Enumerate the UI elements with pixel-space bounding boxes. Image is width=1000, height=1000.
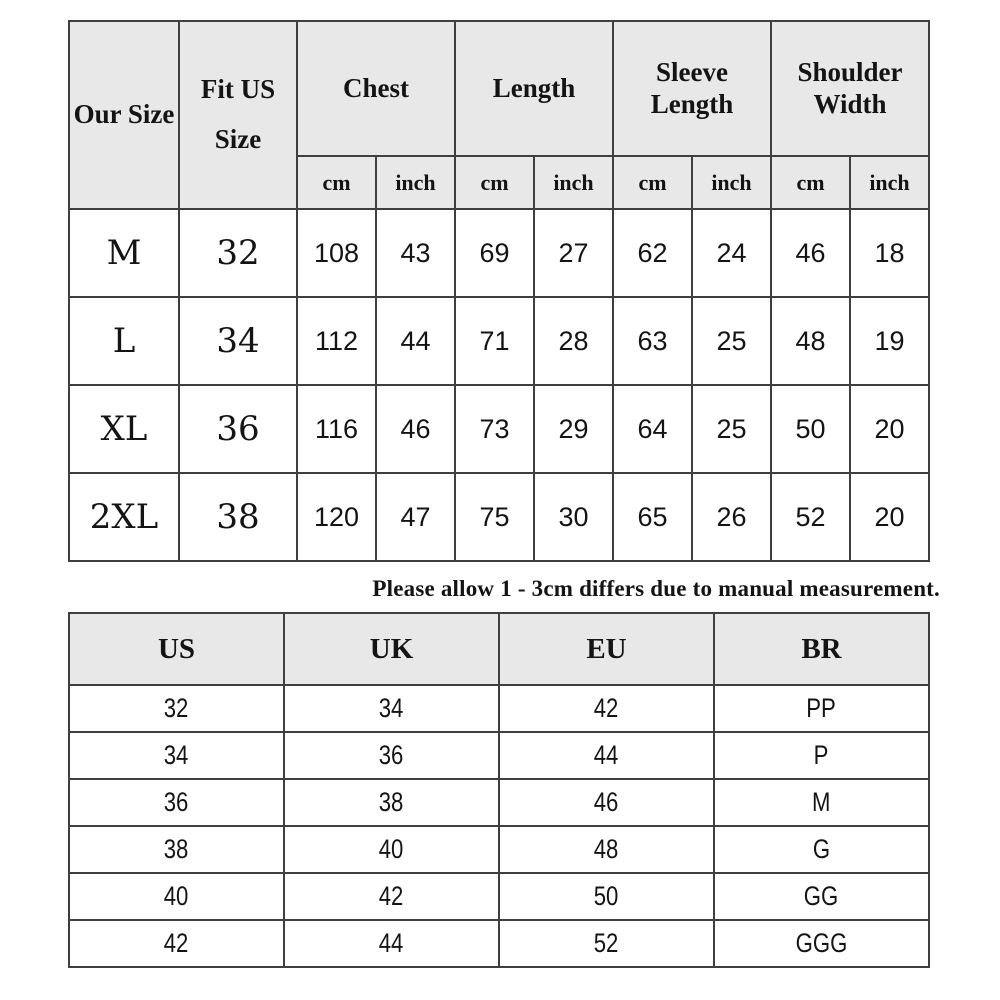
measurement-cell: 50 <box>771 385 850 473</box>
measurement-cell: 28 <box>534 297 613 385</box>
unit-header-shoulder-width-cm: cm <box>771 156 850 209</box>
our-size-cell: XL <box>69 385 179 473</box>
conversion-cell-value: 34 <box>164 740 189 770</box>
size-table-body <box>69 209 929 561</box>
conversion-table-body <box>69 685 929 967</box>
conversion-cell-value: 44 <box>594 740 619 770</box>
conversion-row <box>69 779 929 826</box>
conversion-cell-value: GGG <box>795 928 848 958</box>
conversion-column-header-uk: UK <box>284 613 499 685</box>
conversion-table-header <box>69 613 929 685</box>
conversion-cell-value: 38 <box>379 787 404 817</box>
measurement-cell: 69 <box>455 209 534 297</box>
measurement-cell: 47 <box>376 473 455 561</box>
conversion-cell-value: 34 <box>379 693 404 723</box>
measurement-cell: 108 <box>297 209 376 297</box>
conversion-cell <box>499 826 714 873</box>
size-row <box>69 209 929 297</box>
fit-us-size-cell: 32 <box>179 209 297 297</box>
unit-header-length-cm: cm <box>455 156 534 209</box>
size-measurement-table <box>68 20 930 562</box>
conversion-row <box>69 873 929 920</box>
our-size-cell: M <box>69 209 179 297</box>
our-size-cell: 2XL <box>69 473 179 561</box>
size-row <box>69 385 929 473</box>
unit-header-sleeve-length-inch: inch <box>692 156 771 209</box>
unit-header-length-inch: inch <box>534 156 613 209</box>
measurement-cell: 24 <box>692 209 771 297</box>
conversion-cell-value: 42 <box>164 928 189 958</box>
conversion-cell <box>69 826 284 873</box>
measurement-cell: 44 <box>376 297 455 385</box>
conversion-cell <box>499 732 714 779</box>
conversion-cell <box>284 920 499 967</box>
conversion-cell <box>499 920 714 967</box>
measurement-cell: 25 <box>692 385 771 473</box>
conversion-column-header-eu: EU <box>499 613 714 685</box>
conversion-cell-value: 40 <box>164 881 189 911</box>
measurement-cell: 19 <box>850 297 929 385</box>
conversion-cell-value: P <box>814 740 829 770</box>
conversion-cell <box>69 873 284 920</box>
conversion-cell <box>499 779 714 826</box>
measurement-cell: 65 <box>613 473 692 561</box>
conversion-cell-value: 38 <box>164 834 189 864</box>
our-size-cell: L <box>69 297 179 385</box>
conversion-cell <box>714 779 929 826</box>
conversion-row <box>69 920 929 967</box>
measurement-cell: 46 <box>376 385 455 473</box>
conversion-cell-value: 42 <box>379 881 404 911</box>
column-header-fit-us-size: Fit US Size <box>179 21 297 209</box>
conversion-cell-value: 46 <box>594 787 619 817</box>
conversion-cell-value: 52 <box>594 928 619 958</box>
measurement-cell: 29 <box>534 385 613 473</box>
conversion-cell <box>499 873 714 920</box>
unit-header-shoulder-width-inch: inch <box>850 156 929 209</box>
measurement-cell: 73 <box>455 385 534 473</box>
measurement-cell: 116 <box>297 385 376 473</box>
conversion-cell-value: M <box>812 787 831 817</box>
conversion-cell <box>284 873 499 920</box>
column-header-chest: Chest <box>297 21 455 156</box>
unit-header-sleeve-length-cm: cm <box>613 156 692 209</box>
unit-header-chest-cm: cm <box>297 156 376 209</box>
conversion-cell <box>714 873 929 920</box>
conversion-cell <box>69 779 284 826</box>
fit-us-size-cell: 34 <box>179 297 297 385</box>
measurement-cell: 112 <box>297 297 376 385</box>
conversion-cell-value: 42 <box>594 693 619 723</box>
measurement-cell: 62 <box>613 209 692 297</box>
conversion-cell-value: 50 <box>594 881 619 911</box>
size-table-header <box>69 21 929 209</box>
measurement-cell: 27 <box>534 209 613 297</box>
size-header-row-groups <box>69 21 929 156</box>
measurement-cell: 20 <box>850 385 929 473</box>
conversion-column-header-us: US <box>69 613 284 685</box>
conversion-cell <box>499 685 714 732</box>
conversion-cell-value: GG <box>804 881 839 911</box>
measurement-cell: 120 <box>297 473 376 561</box>
conversion-cell-value: 48 <box>594 834 619 864</box>
measurement-cell: 18 <box>850 209 929 297</box>
conversion-cell <box>284 732 499 779</box>
measurement-cell: 30 <box>534 473 613 561</box>
column-header-length: Length <box>455 21 613 156</box>
measurement-cell: 52 <box>771 473 850 561</box>
conversion-cell-value: 40 <box>379 834 404 864</box>
fit-us-size-cell: 36 <box>179 385 297 473</box>
conversion-cell <box>714 826 929 873</box>
size-row <box>69 297 929 385</box>
unit-header-chest-inch: inch <box>376 156 455 209</box>
conversion-cell <box>714 732 929 779</box>
column-header-shoulder-width: Shoulder Width <box>771 21 929 156</box>
conversion-cell <box>284 779 499 826</box>
measurement-cell: 43 <box>376 209 455 297</box>
fit-us-size-cell: 38 <box>179 473 297 561</box>
measurement-cell: 71 <box>455 297 534 385</box>
conversion-cell <box>284 685 499 732</box>
column-header-our-size: Our Size <box>69 21 179 209</box>
conversion-cell <box>69 732 284 779</box>
conversion-column-header-br: BR <box>714 613 929 685</box>
conversion-row <box>69 732 929 779</box>
size-row <box>69 473 929 561</box>
conversion-cell-value: 36 <box>379 740 404 770</box>
conversion-cell-value: PP <box>806 693 837 723</box>
measurement-cell: 48 <box>771 297 850 385</box>
measurement-note: Please allow 1 - 3cm differs due to manual measurement. <box>372 576 940 601</box>
conversion-cell <box>714 920 929 967</box>
measurement-cell: 20 <box>850 473 929 561</box>
conversion-cell <box>69 685 284 732</box>
conversion-cell-value: 32 <box>164 693 189 723</box>
conversion-header-row <box>69 613 929 685</box>
conversion-cell-value: 36 <box>164 787 189 817</box>
conversion-cell <box>714 685 929 732</box>
conversion-cell <box>284 826 499 873</box>
measurement-cell: 75 <box>455 473 534 561</box>
conversion-row <box>69 826 929 873</box>
conversion-cell-value: 44 <box>379 928 404 958</box>
measurement-cell: 63 <box>613 297 692 385</box>
conversion-row <box>69 685 929 732</box>
measurement-cell: 26 <box>692 473 771 561</box>
conversion-cell-value: G <box>812 834 831 864</box>
column-header-sleeve-length: Sleeve Length <box>613 21 771 156</box>
measurement-cell: 25 <box>692 297 771 385</box>
measurement-cell: 64 <box>613 385 692 473</box>
measurement-cell: 46 <box>771 209 850 297</box>
conversion-cell <box>69 920 284 967</box>
size-conversion-table <box>68 612 930 968</box>
